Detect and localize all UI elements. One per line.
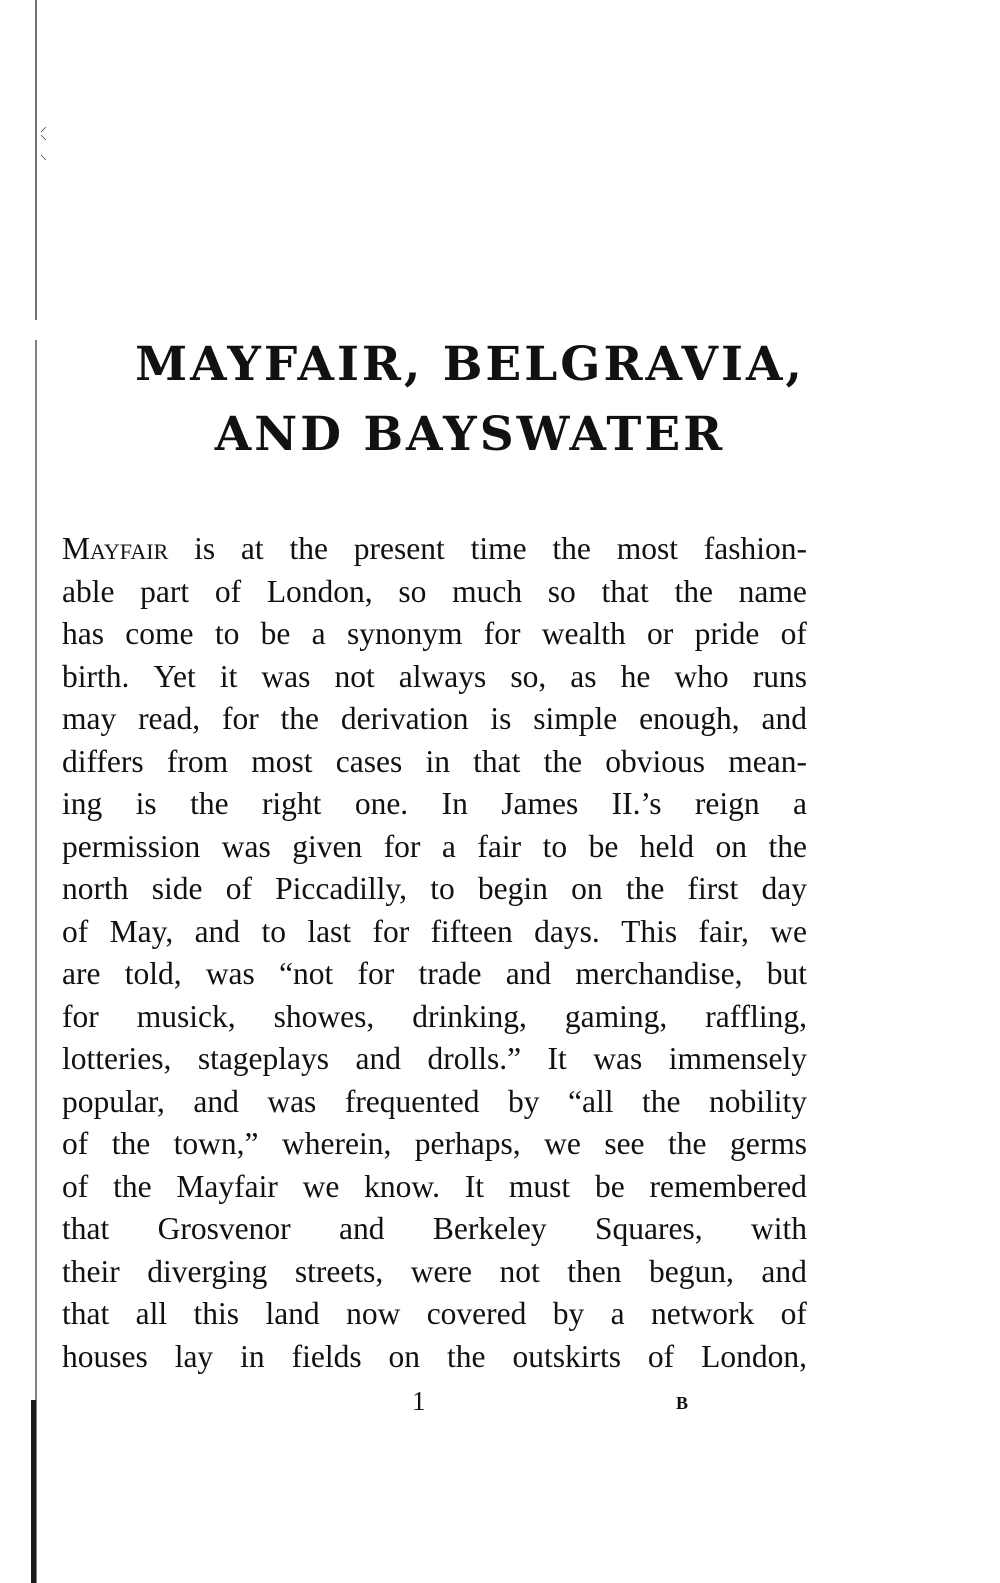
word: Squares, <box>594 1211 703 1246</box>
word: in <box>425 743 450 779</box>
word: always <box>398 658 487 694</box>
word: nobility <box>708 1083 807 1119</box>
word: runs <box>752 658 807 694</box>
word: we <box>770 913 807 949</box>
word: was <box>267 1083 317 1119</box>
word: merchandise, <box>575 956 743 991</box>
word: Mayfair <box>176 1168 278 1204</box>
word: on <box>715 828 748 864</box>
word: so <box>398 573 427 609</box>
word: of <box>62 1126 89 1161</box>
text-line-8 <box>62 826 807 869</box>
text-line-9 <box>62 868 807 911</box>
word: frequented <box>344 1083 480 1119</box>
text-line-14 <box>62 1081 807 1124</box>
word: who <box>674 658 729 694</box>
word: part <box>140 573 190 609</box>
word: cases <box>335 743 403 779</box>
text-line-12 <box>62 996 807 1039</box>
body-paragraph <box>62 528 807 1378</box>
word: land <box>265 1296 320 1331</box>
text-line-15 <box>62 1123 807 1166</box>
word: synonym <box>346 616 463 651</box>
word: and <box>761 1253 807 1289</box>
word: that <box>62 1296 110 1331</box>
word: for <box>372 913 410 949</box>
text-line-2 <box>62 571 807 614</box>
word: the <box>625 871 665 906</box>
word: the <box>543 743 583 779</box>
word: enough, <box>639 701 740 736</box>
word: on <box>571 871 603 906</box>
signature-mark: B <box>676 1393 689 1413</box>
word: Grosvenor <box>157 1211 291 1246</box>
text-line-20 <box>62 1336 807 1379</box>
word: This <box>621 913 678 949</box>
word: It <box>547 1041 567 1076</box>
word: ing <box>62 786 103 821</box>
word: their <box>62 1253 120 1289</box>
word: this <box>193 1296 240 1331</box>
word: town,” <box>173 1126 259 1161</box>
word: be <box>594 1168 625 1204</box>
word: has <box>62 616 104 651</box>
word: in <box>240 1338 265 1374</box>
word: London, <box>266 573 373 609</box>
word: showes, <box>273 998 375 1034</box>
word: raffling, <box>705 998 807 1034</box>
word: north <box>62 871 129 906</box>
word: of <box>780 1296 807 1331</box>
word: James <box>501 786 579 821</box>
word: held <box>639 828 695 864</box>
word: was <box>593 1041 643 1076</box>
word: to <box>542 828 568 864</box>
word: and <box>339 1211 385 1246</box>
word: II.’s <box>611 786 662 821</box>
word: obvious <box>605 743 706 779</box>
word: are <box>62 956 101 991</box>
word: covered <box>426 1296 527 1331</box>
word: trade <box>418 956 482 991</box>
word: Berkeley <box>432 1211 547 1246</box>
word: then <box>567 1253 622 1289</box>
word: wealth <box>541 616 626 651</box>
word: as <box>570 658 597 694</box>
word: last <box>307 913 352 949</box>
word: the <box>280 701 320 736</box>
word: first <box>687 871 739 906</box>
text-line-7 <box>62 783 807 826</box>
word: of <box>214 573 242 609</box>
word: musick, <box>136 998 236 1034</box>
word: now <box>346 1296 401 1331</box>
word: and <box>761 701 807 736</box>
word: the <box>668 1126 707 1161</box>
word: a <box>792 786 807 821</box>
word: the <box>674 573 713 609</box>
word: of <box>780 616 807 651</box>
word: differs <box>62 743 144 779</box>
text-line-16 <box>62 1166 807 1209</box>
word: with <box>750 1211 807 1246</box>
word: the <box>447 1338 486 1374</box>
word: know. <box>364 1168 440 1204</box>
word: be <box>260 616 291 651</box>
word: and <box>193 1083 239 1119</box>
word: popular, <box>62 1083 165 1119</box>
text-line-11 <box>62 953 807 996</box>
word: we <box>302 1168 340 1204</box>
word: must <box>508 1168 571 1204</box>
text-line-6 <box>62 741 807 784</box>
word: the <box>113 1168 152 1204</box>
word: to <box>214 616 240 651</box>
word: by <box>508 1083 540 1119</box>
word: that <box>62 1211 110 1246</box>
text-line-3 <box>62 613 807 656</box>
text-line-17 <box>62 1208 807 1251</box>
word: begun, <box>649 1253 734 1289</box>
word: of <box>62 913 89 949</box>
word: drinking, <box>412 998 527 1034</box>
text-line-1 <box>62 528 807 571</box>
word: lotteries, <box>62 1041 172 1076</box>
word: Yet <box>153 658 196 694</box>
word: much <box>452 573 523 609</box>
word: fair, <box>698 913 749 949</box>
word: derivation <box>340 701 469 736</box>
word: “not <box>279 956 334 991</box>
word: a <box>311 616 326 651</box>
word: able <box>62 573 115 609</box>
word: for <box>221 701 259 736</box>
text-line-5 <box>62 698 807 741</box>
word: and <box>505 956 552 991</box>
word: the <box>190 786 229 821</box>
word: stageplays <box>197 1041 330 1076</box>
word: told, <box>124 956 182 991</box>
word: reign <box>694 786 760 821</box>
word: the <box>641 1083 681 1119</box>
word: of <box>62 1168 89 1204</box>
word: it <box>219 658 238 694</box>
word: Piccadilly, <box>275 871 407 906</box>
word: pride <box>694 616 760 651</box>
word: was <box>221 828 271 864</box>
word: days. <box>534 913 600 949</box>
word: network <box>651 1296 755 1331</box>
text-line-4 <box>62 656 807 699</box>
scan-specks: ⸝ ⸌ ⸜ <box>40 119 47 163</box>
word: that <box>473 743 521 779</box>
word: was <box>261 658 311 694</box>
word: see <box>604 1126 645 1161</box>
word: fair <box>477 828 522 864</box>
word: day <box>761 871 807 906</box>
binding-edge-line <box>35 0 37 1583</box>
word: of <box>647 1338 675 1374</box>
word: simple <box>533 701 618 736</box>
word: outskirts <box>512 1338 621 1374</box>
word: read, <box>138 701 201 736</box>
word: perhaps, <box>414 1126 521 1161</box>
word: immensely <box>668 1041 807 1076</box>
word: not <box>334 658 375 694</box>
opening-word: Mayfair <box>62 531 169 566</box>
word: is <box>135 786 157 821</box>
word: of <box>225 871 252 906</box>
word: fields <box>291 1338 362 1374</box>
word: were <box>410 1253 472 1289</box>
word: so <box>547 573 576 609</box>
word: not <box>499 1253 540 1289</box>
word: he <box>620 658 651 694</box>
word: and <box>355 1041 401 1076</box>
word: “all <box>568 1083 614 1119</box>
title-line-2: AND BAYSWATER <box>214 407 726 462</box>
word: permission <box>62 828 201 864</box>
word: germs <box>729 1126 807 1161</box>
word: or <box>647 616 674 651</box>
text-line-18 <box>62 1251 807 1294</box>
text-line-19 <box>62 1293 807 1336</box>
word: come <box>125 616 194 651</box>
word: for <box>62 998 99 1034</box>
title-line-1: MAYFAIR, BELGRAVIA, <box>135 337 805 392</box>
word: the <box>111 1126 151 1161</box>
word: name <box>738 573 807 609</box>
word: streets, <box>294 1253 384 1289</box>
word: lay <box>174 1338 214 1374</box>
word: London, <box>701 1338 807 1374</box>
word: In <box>441 786 468 821</box>
word: may <box>62 701 117 736</box>
word: most <box>251 743 313 779</box>
word: drolls.” <box>427 1041 522 1076</box>
word: houses <box>62 1338 148 1374</box>
word: and <box>194 913 241 949</box>
word: to <box>261 913 286 949</box>
word: from <box>166 743 229 779</box>
word: It <box>464 1168 485 1204</box>
word: a <box>610 1296 625 1331</box>
word: one. <box>354 786 409 821</box>
word: fifteen <box>430 913 513 949</box>
word: birth. <box>62 658 130 694</box>
word: on <box>388 1338 421 1374</box>
text-line-1-rest: is at the present time the most fashion- <box>194 531 808 566</box>
word: side <box>151 871 203 906</box>
word: for <box>483 616 521 651</box>
word: to <box>430 871 455 906</box>
word: wherein, <box>282 1126 392 1161</box>
word: for <box>357 956 395 991</box>
word: for <box>383 828 421 864</box>
word: by <box>552 1296 585 1331</box>
text-line-10 <box>62 911 807 954</box>
word: given <box>292 828 363 864</box>
word: all <box>135 1296 168 1331</box>
word: mean- <box>728 743 807 779</box>
word: gaming, <box>564 998 668 1034</box>
word: right <box>261 786 322 821</box>
word: begin <box>477 871 548 906</box>
page-number: 1 <box>412 1386 426 1416</box>
word: was <box>205 956 255 991</box>
word: but <box>766 956 807 991</box>
text-line-13 <box>62 1038 807 1081</box>
word: a <box>441 828 456 864</box>
word: be <box>588 828 619 864</box>
word: May, <box>109 913 174 949</box>
word: that <box>601 573 649 609</box>
word: the <box>768 828 807 864</box>
word: we <box>544 1126 581 1161</box>
word: so, <box>510 658 547 694</box>
word: is <box>490 701 512 736</box>
chapter-title <box>60 330 880 470</box>
word: remembered <box>649 1168 807 1204</box>
word: diverging <box>147 1253 268 1289</box>
binding-edge-shadow <box>31 1400 36 1583</box>
